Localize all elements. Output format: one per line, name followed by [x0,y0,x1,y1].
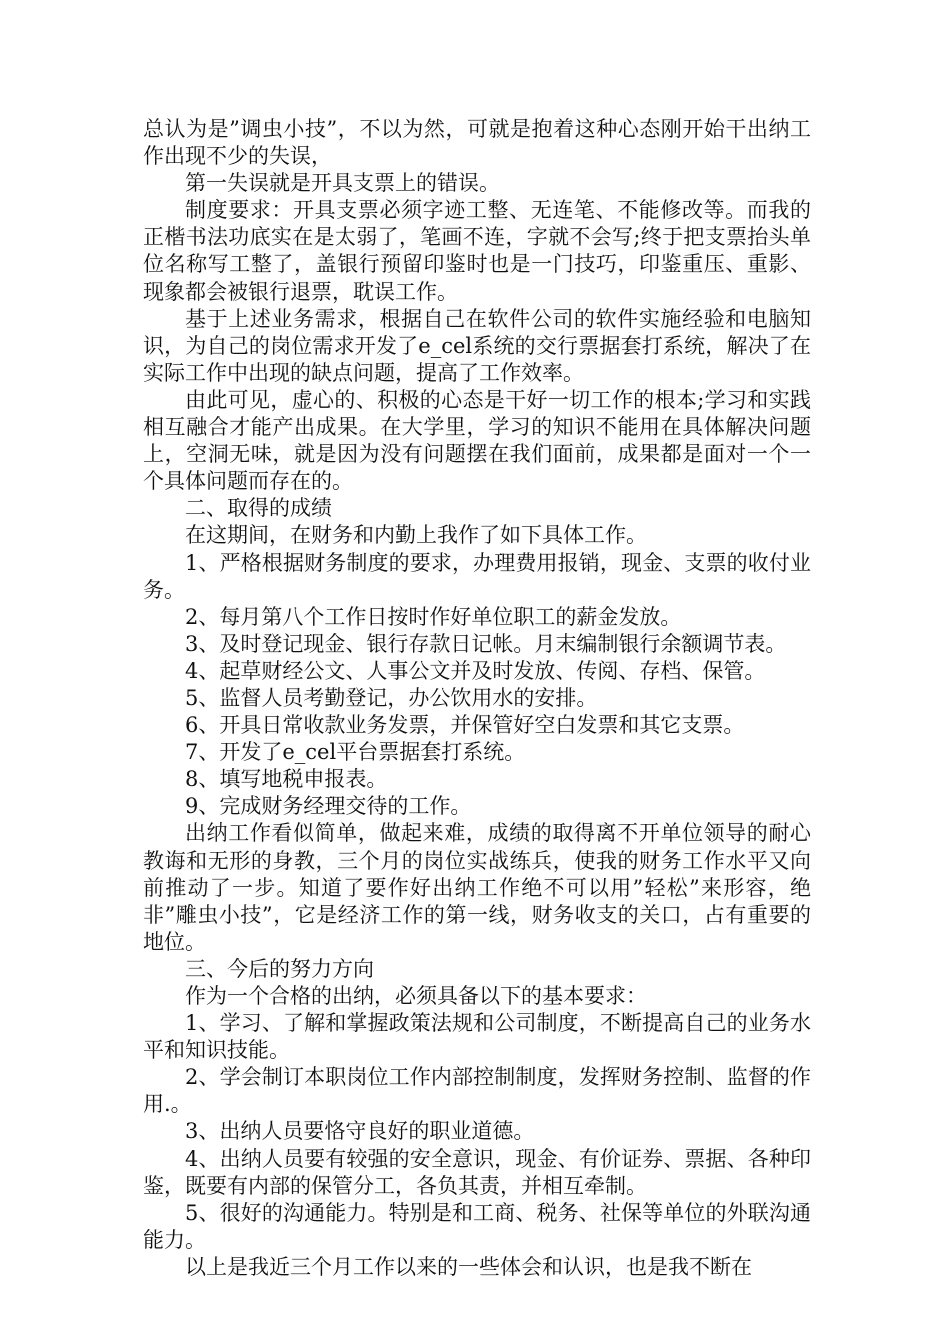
document-body [143,116,811,1281]
paragraph-first-mistake: 第一失误就是开具支票上的错误。 [185,171,500,196]
paragraph-system-requirements: 制度要求：开具支票必须字迹工整、无连笔、不能修改等。而我的正楷书法功底实在是太弱了，笔画不连，字就不会写;终于把支票抬头单位名称写工整了，盖银行预留印鉴时也是一门技巧，印鉴重压、重影、现象都会被银行退票，耽误工作。 [143,198,811,304]
list-item-6: 6、开具日常收款业务发票，并保管好空白发票和其它支票。 [185,713,745,738]
requirement-item-3: 3、出纳人员要恪守良好的职业道德。 [185,1119,535,1144]
paragraph-work-intro: 在这期间，在财务和内勤上我作了如下具体工作。 [185,523,647,548]
list-item-2: 2、每月第八个工作日按时作好单位职工的薪金发放。 [185,604,682,629]
list-item-9: 9、完成财务经理交待的工作。 [185,794,472,819]
paragraph-closing: 以上是我近三个月工作以来的一些体会和认识，也是我不断在 [185,1254,752,1279]
section-heading-achievements: 二、取得的成绩 [185,496,332,521]
requirement-item-5: 5、很好的沟通能力。特别是和工商、税务、社保等单位的外联沟通能力。 [143,1200,811,1252]
requirement-item-1: 1、学习、了解和掌握政策法规和公司制度，不断提高自己的业务水平和知识技能。 [143,1011,811,1063]
requirement-item-4: 4、出纳人员要有较强的安全意识，现金、有价证券、票据、各种印鉴，既要有内部的保管分工，各负其责，并相互牵制。 [143,1146,811,1198]
requirement-item-2: 2、学会制订本职岗位工作内部控制制度，发挥财务控制、监督的作用.。 [143,1065,811,1117]
list-item-5: 5、监督人员考勤登记，办公饮用水的安排。 [185,685,598,710]
paragraph-cashier-summary: 出纳工作看似简单，做起来难，成绩的取得离不开单位领导的耐心教诲和无形的身教，三个月的岗位实战练兵，使我的财务工作水平又向前推动了一步。知道了要作好出纳工作绝不可以用”轻松”来形容，绝非”雕虫小技”，它是经济工作的第一线，财务收支的关口，占有重要的地位。 [143,821,811,954]
list-item-3: 3、及时登记现金、银行存款日记帐。月末编制银行余额调节表。 [185,631,787,656]
list-item-7: 7、开发了e_cel平台票据套打系统。 [185,740,526,765]
list-item-8: 8、填写地税申报表。 [185,767,388,792]
section-heading-future-direction: 三、今后的努力方向 [185,956,374,981]
list-item-4: 4、起草财经公文、人事公文并及时发放、传阅、存档、保管。 [185,658,766,683]
paragraph-conclusion-attitude: 由此可见，虚心的、积极的心态是干好一切工作的根本;学习和实践相互融合才能产出成果。在大学里，学习的知识不能用在具体解决问题上，空洞无味，就是因为没有问题摆在我们面前，成果都是面对一个一个具体问题而存在的。 [143,387,811,494]
list-item-1: 1、严格根据财务制度的要求，办理费用报销，现金、支票的收付业务。 [143,550,811,602]
paragraph-intro-continuation: 总认为是”调虫小技”，不以为然，可就是抱着这种心态刚开始干出纳工作出现不少的失误， [143,117,811,169]
paragraph-requirements-intro: 作为一个合格的出纳，必须具备以下的基本要求： [185,984,647,1008]
paragraph-business-needs: 基于上述业务需求，根据自己在软件公司的软件实施经验和电脑知识，为自己的岗位需求开发了e_cel系统的交行票据套打系统，解决了在实际工作中出现的缺点问题，提高了工作效率。 [143,306,811,385]
